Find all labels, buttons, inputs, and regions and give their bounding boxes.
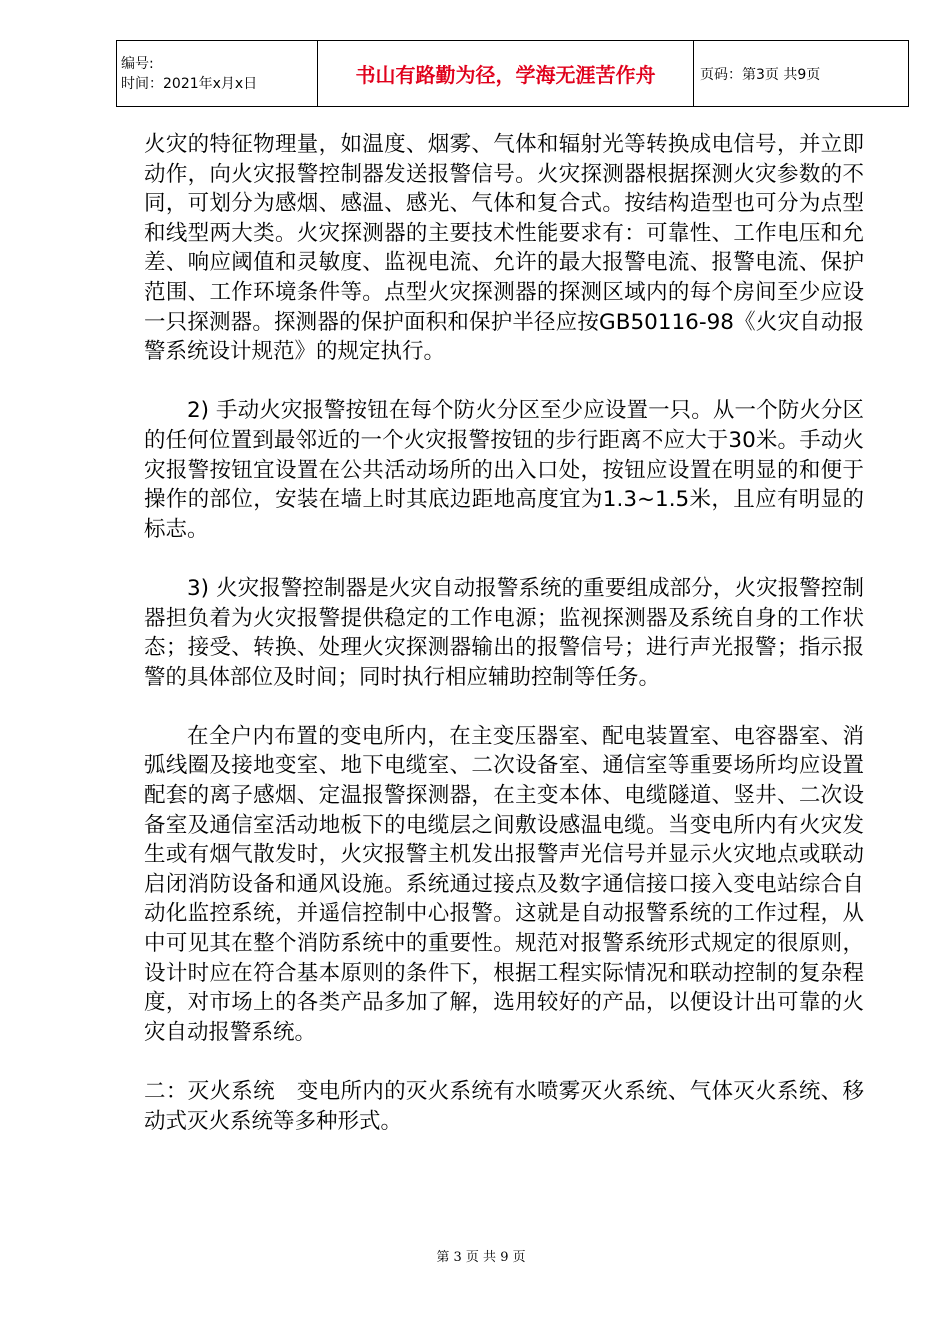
body-paragraph-5: 二：灭火系统 变电所内的灭火系统有水喷雾灭火系统、气体灭火系统、移动式灭火系统等多种形式。: [144, 1079, 864, 1134]
header-motto: 书山有路勤为径，学海无涯苦作舟: [355, 63, 656, 87]
header-motto-cell: [318, 41, 694, 107]
header-page-number: 页码：第3页 共9页: [700, 66, 821, 83]
footer-page-number: 第 3 页 共 9 页: [436, 1250, 526, 1265]
body-paragraph-2: 2) 手动火灾报警按钮在每个防火分区至少应设置一只。从一个防火分区的任何位置到最邻近的一个火灾报警按钮的步行距离不应大于30米。手动火灾报警按钮宜设置在公共活动场所的出入口处，按钮应设置在明显的和便于操作的部位，安装在墙上时其底边距地高度宜为1.3~1.5米，且应有明显的标志。: [144, 398, 864, 542]
header-meta-cell: [117, 41, 318, 107]
document-time-label: 时间：2021年x月x日: [121, 75, 258, 92]
body-paragraph-3: 3) 火灾报警控制器是火灾自动报警系统的重要组成部分，火灾报警控制器担负着为火灾报警提供稳定的工作电源；监视探测器及系统自身的工作状态；接受、转换、处理火灾探测器输出的报警信号；进行声光报警；指示报警的具体部位及时间；同时执行相应辅助控制等任务。: [144, 575, 864, 690]
document-body: [144, 130, 864, 1136]
body-paragraph-1: 火灾的特征物理量，如温度、烟雾、气体和辐射光等转换成电信号，并立即动作，向火灾报警控制器发送报警信号。火灾探测器根据探测火灾参数的不同，可划分为感烟、感温、感光、气体和复合式。按结构造型也可分为点型和线型两大类。火灾探测器的主要技术性能要求有：可靠性、工作电压和允差、响应阈值和灵敏度、监视电流、允许的最大报警电流、报警电流、保护范围、工作环境条件等。点型火灾探测器的探测区域内的每个房间至少应设一只探测器。探测器的保护面积和保护半径应按GB50116-98《火灾自动报警系统设计规范》的规定执行。: [144, 132, 864, 365]
document-header: [116, 40, 909, 107]
header-page-cell: [694, 41, 909, 107]
document-number-label: 编号:: [121, 55, 154, 72]
body-paragraph-4: 在全户内布置的变电所内，在主变压器室、配电装置室、电容器室、消弧线圈及接地变室、地下电缆室、二次设备室、通信室等重要场所均应设置配套的离子感烟、定温报警探测器，在主变本体、电缆隧道、竖井、二次设备室及通信室活动地板下的电缆层之间敷设感温电缆。当变电所内有火灾发生或有烟气散发时，火灾报警主机发出报警声光信号并显示火灾地点或联动启闭消防设备和通风设施。系统通过接点及数字通信接口接入变电站综合自动化监控系统，并遥信控制中心报警。这就是自动报警系统的工作过程，从中可见其在整个消防系统中的重要性。规范对报警系统形式规定的很原则，设计时应在符合基本原则的条件下，根据工程实际情况和联动控制的复杂程度，对市场上的各类产品多加了解，选用较好的产品，以便设计出可靠的火灾自动报警系统。: [144, 723, 864, 1045]
